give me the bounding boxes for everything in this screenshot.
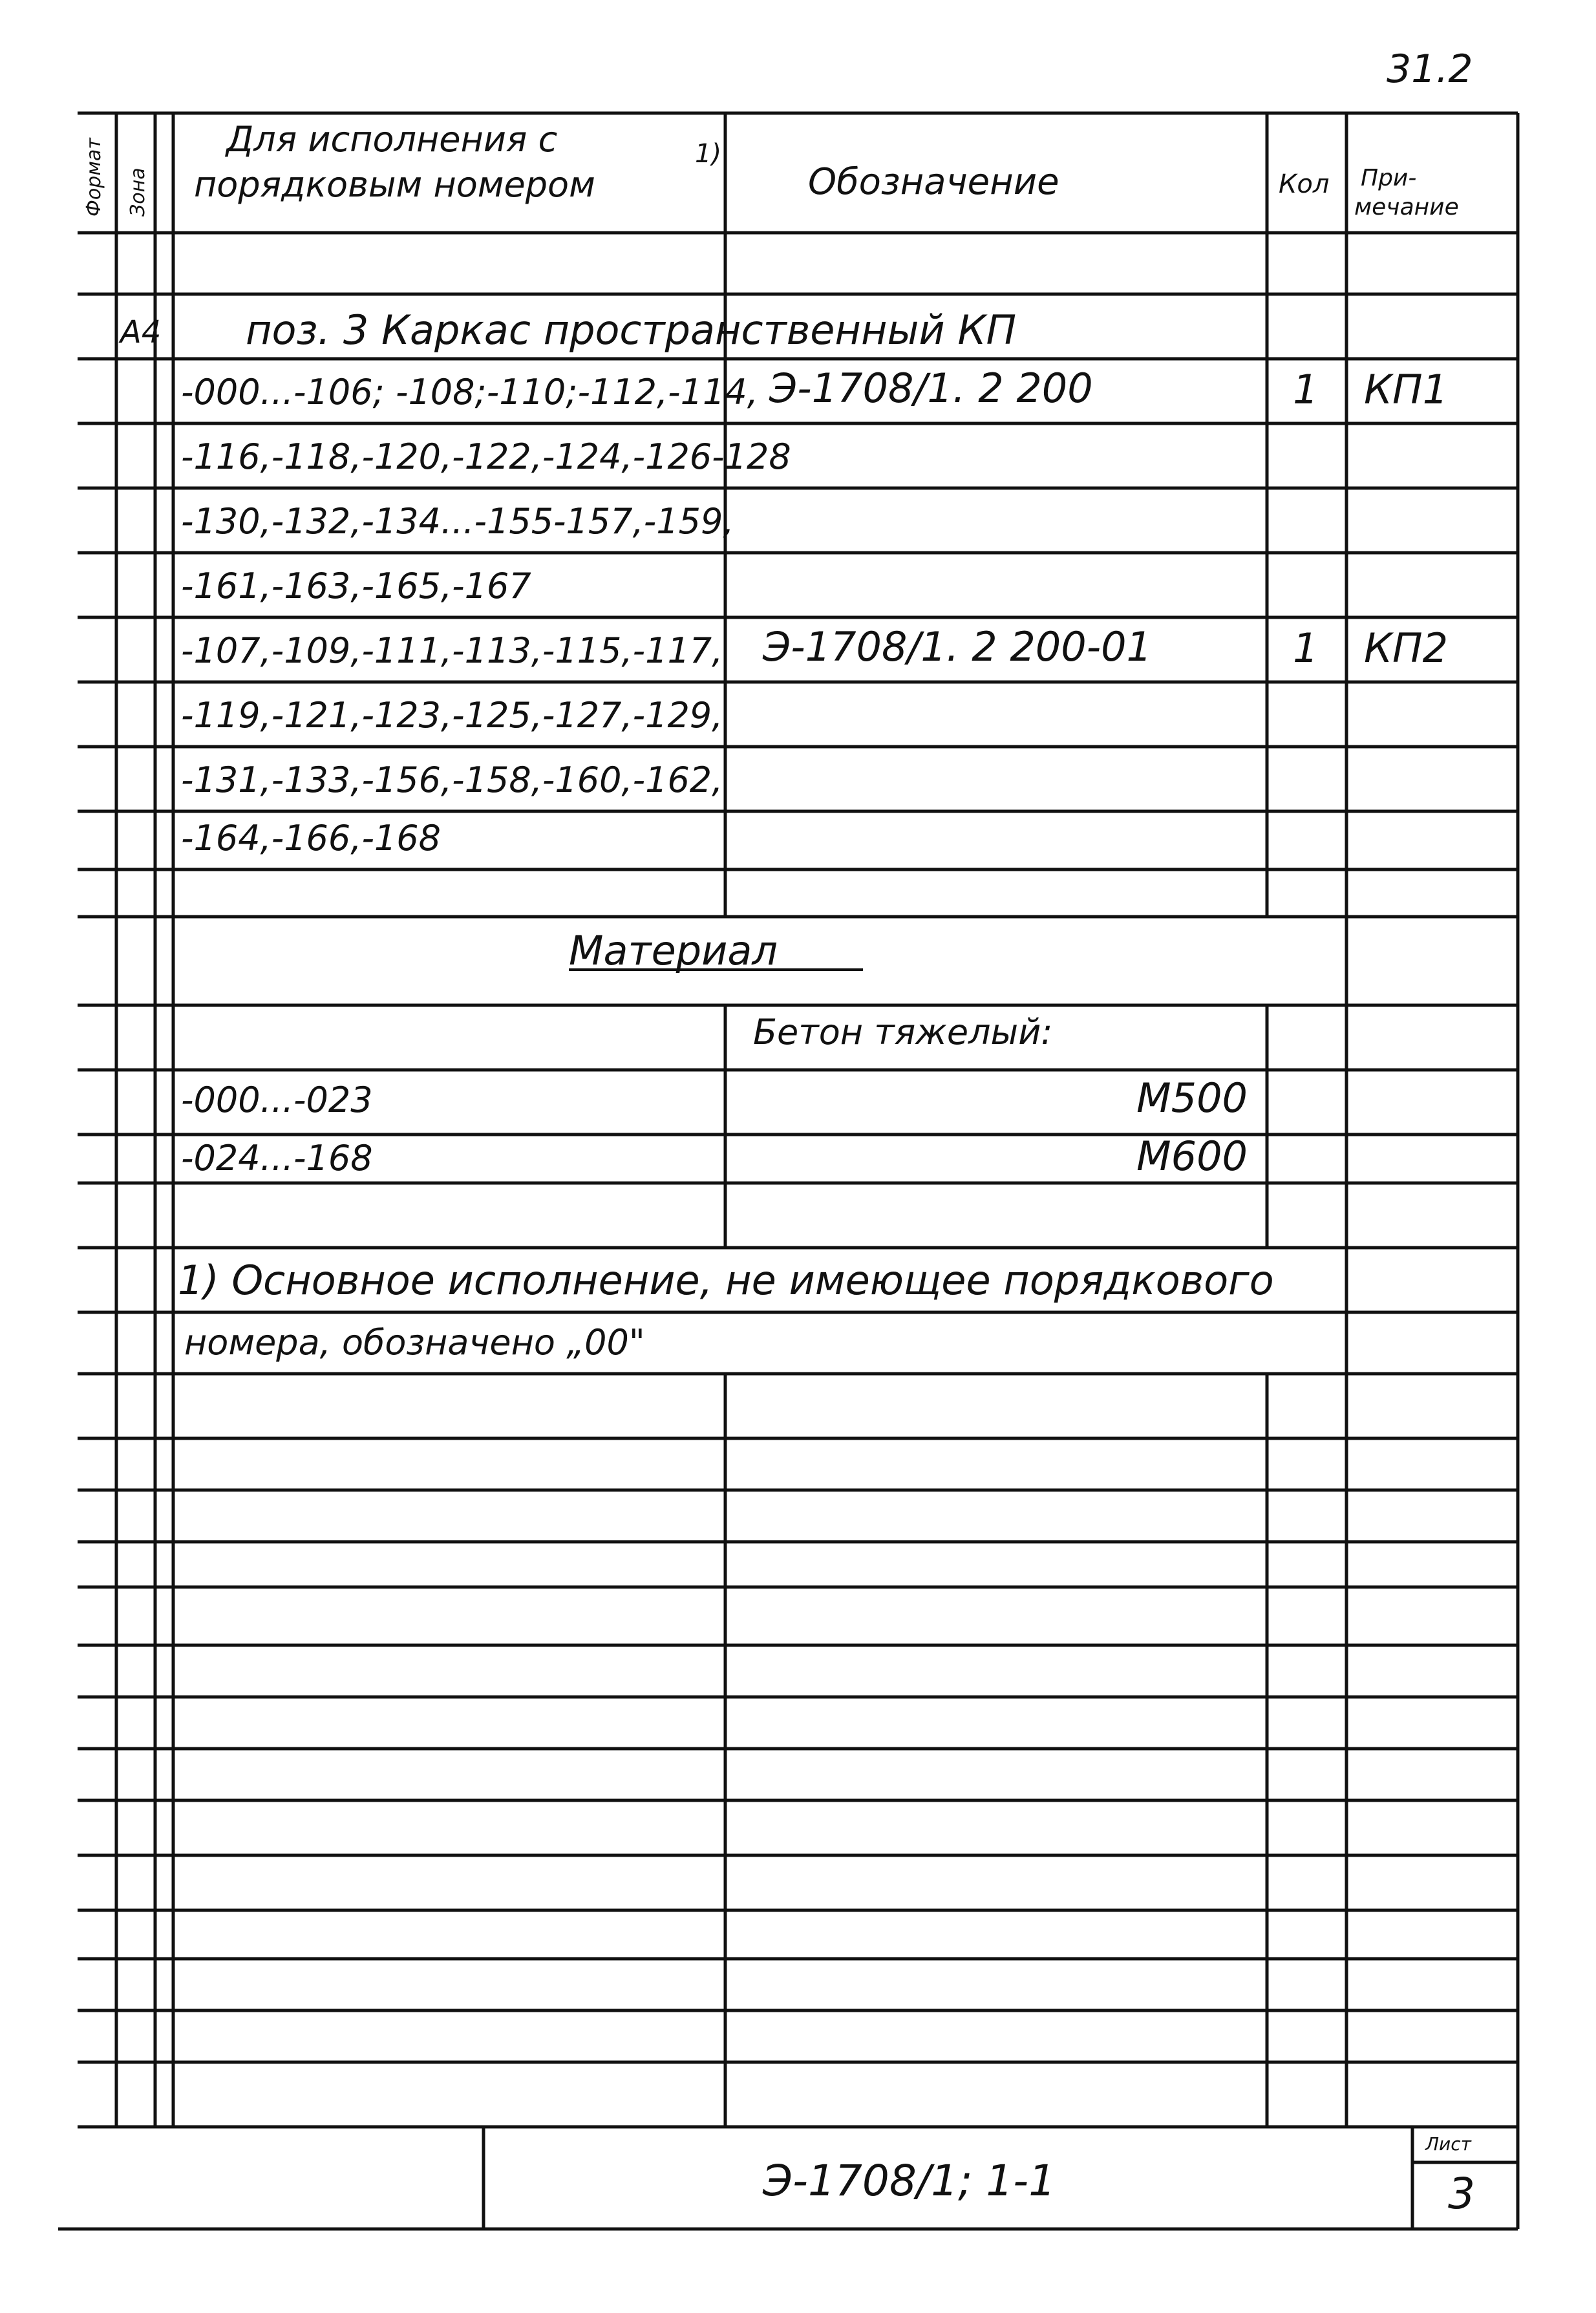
footnote-line1: 1) Основное исполнение, не имеющее порядкового: [178, 1257, 1274, 1304]
variant-range: -000...-106; -108;-110;-112,-114,: [181, 372, 758, 412]
section-title: поз. 3 Каркас пространственный КП: [246, 306, 1017, 354]
note-value: КП1: [1364, 366, 1449, 413]
qty-value: 1: [1293, 366, 1319, 413]
format-code: А4: [120, 314, 162, 350]
column-header-variant-note: 1): [695, 139, 722, 169]
column-header-zone: Зона: [127, 167, 149, 217]
designation-value: Э-1708/1. 2 200: [769, 365, 1093, 412]
material-grade: М600: [1136, 1133, 1248, 1180]
document-designation: Э-1708/1; 1-1: [763, 2156, 1056, 2206]
variant-range: -131,-133,-156,-158,-160,-162,: [181, 760, 723, 800]
variant-range: -164,-166,-168: [181, 818, 441, 858]
note-value: КП2: [1364, 624, 1449, 672]
column-header-note-line2: мечание: [1354, 194, 1459, 220]
material-range: -024...-168: [181, 1138, 373, 1178]
page-number: 31.2: [1387, 47, 1473, 92]
variant-range: -119,-121,-123,-125,-127,-129,: [181, 695, 723, 736]
sheet-label: Лист: [1425, 2133, 1471, 2155]
footnote-line2: номера, обозначено „00": [184, 1322, 645, 1363]
designation-value: Э-1708/1. 2 200-01: [763, 623, 1152, 670]
column-header-designation: Обозначение: [808, 161, 1059, 203]
concrete-label: Бетон тяжелый:: [753, 1012, 1053, 1052]
column-header-note-line1: При-: [1361, 165, 1417, 191]
material-heading: Материал: [569, 927, 778, 974]
qty-value: 1: [1293, 624, 1319, 672]
column-header-format: Формат: [83, 138, 105, 217]
material-grade: М500: [1136, 1074, 1248, 1122]
variant-range: -107,-109,-111,-113,-115,-117,: [181, 630, 723, 671]
sheet-number: 3: [1448, 2169, 1475, 2219]
column-header-variant-line1: Для исполнения с: [226, 119, 558, 160]
variant-range: -161,-163,-165,-167: [181, 566, 531, 606]
column-header-qty: Кол: [1279, 169, 1330, 199]
material-range: -000...-023: [181, 1080, 373, 1120]
variant-range: -116,-118,-120,-122,-124,-126-128: [181, 436, 791, 477]
variant-range: -130,-132,-134...-155-157,-159,: [181, 501, 734, 542]
column-header-variant-line2: порядковым номером: [194, 164, 595, 205]
